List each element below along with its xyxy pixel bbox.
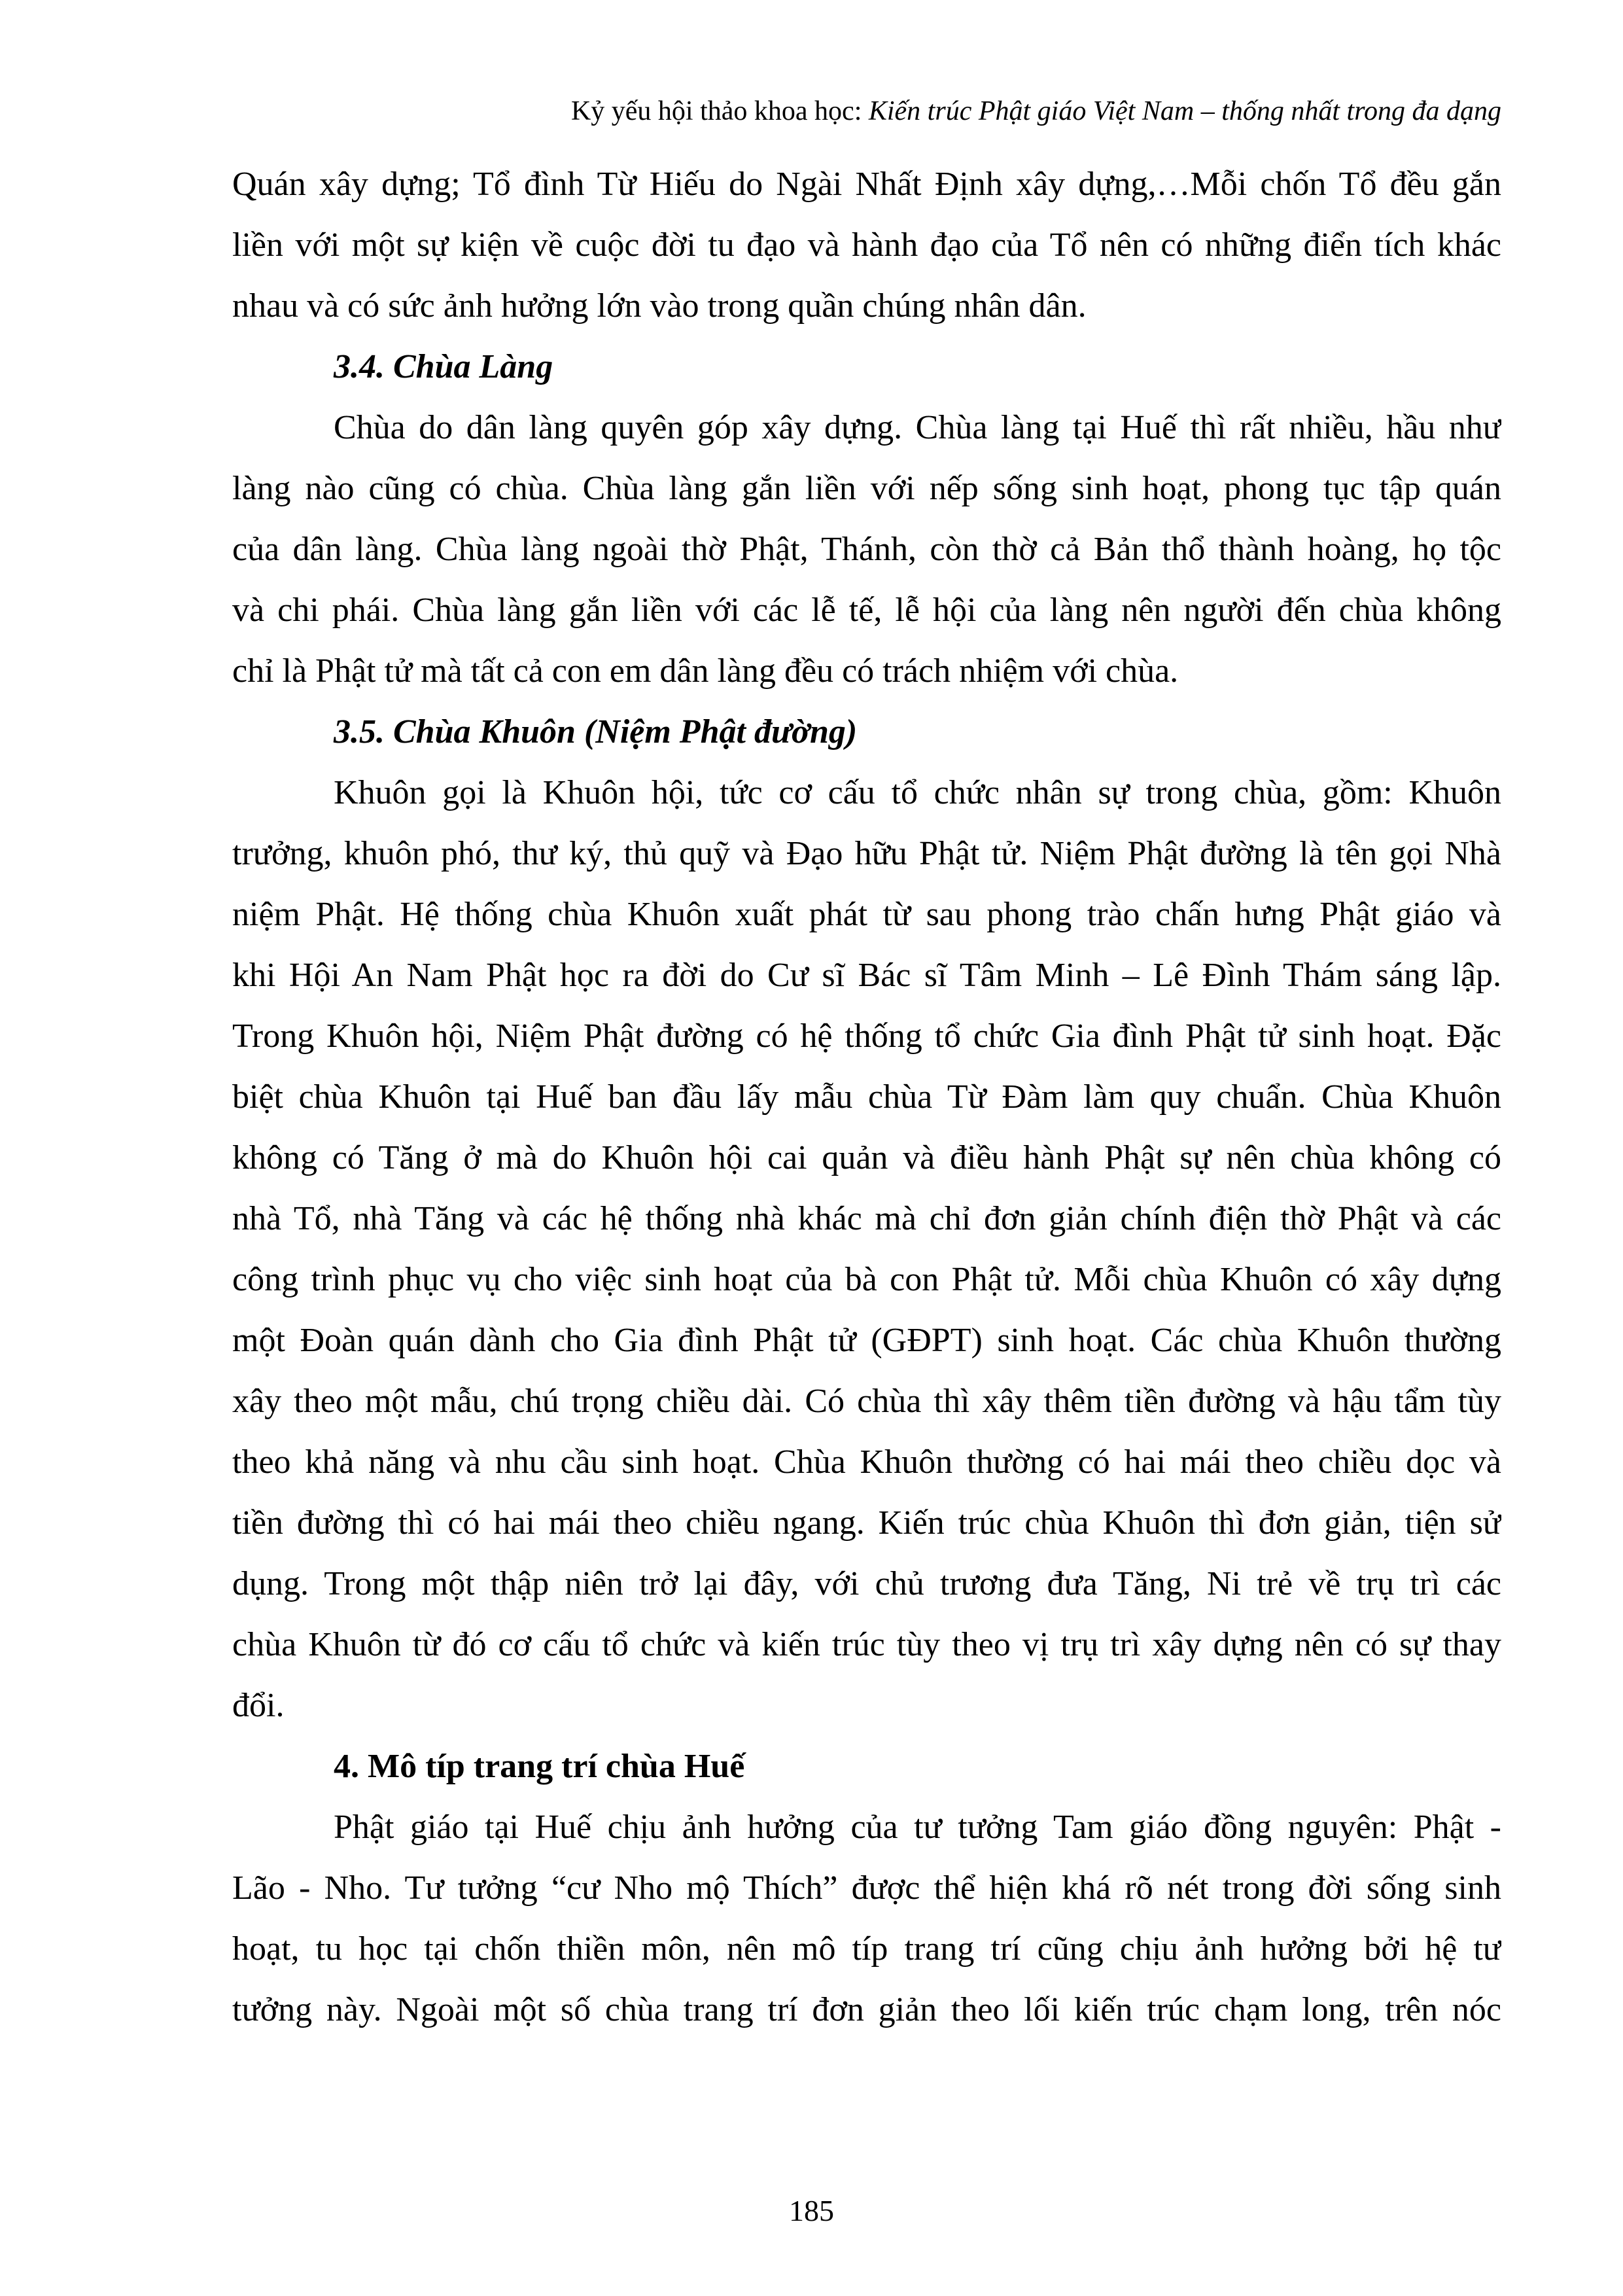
text-line: tiền đường thì có hai mái theo chiều ngang. Kiến trúc chùa Khuôn thì đơn giản, tiện sử	[232, 1504, 1501, 1542]
text-line: hoạt, tu học tại chốn thiền môn, nên mô típ trang trí cũng chịu ảnh hưởng bởi hệ tư	[232, 1930, 1501, 1968]
paragraph-last-line: nhau và có sức ảnh hưởng lớn vào trong quần chúng nhân dân.	[232, 287, 1087, 325]
running-header	[571, 93, 1501, 130]
text-line: công trình phục vụ cho việc sinh hoạt của bà con Phật tử. Mỗi chùa Khuôn có xây dựng	[232, 1261, 1501, 1298]
text-line: của dân làng. Chùa làng ngoài thờ Phật, Thánh, còn thờ cả Bản thổ thành hoàng, họ tộc	[232, 531, 1501, 568]
text-line: Quán xây dựng; Tổ đình Từ Hiếu do Ngài Nhất Định xây dựng,…Mỗi chốn Tổ đều gắn	[232, 166, 1501, 203]
text-line: xây theo một mẫu, chú trọng chiều dài. Có chùa thì xây thêm tiền đường và hậu tẩm tùy	[232, 1383, 1501, 1420]
paragraph-first-line: Khuôn gọi là Khuôn hội, tức cơ cấu tổ chức nhân sự trong chùa, gồm: Khuôn	[334, 774, 1501, 811]
body-text	[232, 162, 1501, 2049]
section-heading: 3.5. Chùa Khuôn (Niệm Phật đường)	[334, 713, 858, 751]
running-header-title: Kiến trúc Phật giáo Việt Nam – thống nhất trong đa dạng	[868, 96, 1501, 126]
text-line: và chi phái. Chùa làng gắn liền với các lễ tế, lễ hội của làng nên người đến chùa không	[232, 592, 1501, 629]
text-line: biệt chùa Khuôn tại Huế ban đầu lấy mẫu chùa Từ Đàm làm quy chuẩn. Chùa Khuôn	[232, 1078, 1501, 1116]
section-heading: 3.4. Chùa Làng	[334, 348, 553, 385]
text-line: theo khả năng và nhu cầu sinh hoạt. Chùa Khuôn thường có hai mái theo chiều dọc và	[232, 1443, 1501, 1481]
text-line: Trong Khuôn hội, Niệm Phật đường có hệ thống tổ chức Gia đình Phật tử sinh hoạt. Đặc	[232, 1017, 1501, 1055]
text-line: làng nào cũng có chùa. Chùa làng gắn liền với nếp sống sinh hoạt, phong tục tập quán	[232, 470, 1501, 507]
paragraph-last-line: đổi.	[232, 1687, 285, 1724]
section-heading: 4. Mô típ trang trí chùa Huế	[334, 1748, 745, 1785]
text-line: không có Tăng ở mà do Khuôn hội cai quản và điều hành Phật sự nên chùa không có	[232, 1139, 1501, 1176]
text-line: Lão - Nho. Tư tưởng “cư Nho mộ Thích” được thể hiện khá rõ nét trong đời sống sinh	[232, 1869, 1501, 1907]
text-line: tưởng này. Ngoài một số chùa trang trí đơn giản theo lối kiến trúc chạm long, trên nóc	[232, 1991, 1501, 2028]
text-line: khi Hội An Nam Phật học ra đời do Cư sĩ Bác sĩ Tâm Minh – Lê Đình Thám sáng lập.	[232, 957, 1501, 994]
text-line: chùa Khuôn từ đó cơ cấu tổ chức và kiến trúc tùy theo vị trụ trì xây dựng nên có sự thay	[232, 1626, 1501, 1663]
text-line: một Đoàn quán dành cho Gia đình Phật tử (GĐPT) sinh hoạt. Các chùa Khuôn thường	[232, 1322, 1501, 1359]
page-number: 185	[789, 2194, 834, 2227]
text-line: niệm Phật. Hệ thống chùa Khuôn xuất phát từ sau phong trào chấn hưng Phật giáo và	[232, 896, 1501, 933]
text-line: dụng. Trong một thập niên trở lại đây, với chủ trương đưa Tăng, Ni trẻ về trụ trì các	[232, 1565, 1501, 1602]
running-header-prefix: Kỷ yếu hội thảo khoa học:	[570, 96, 869, 126]
text-line: trưởng, khuôn phó, thư ký, thủ quỹ và Đạo hữu Phật tử. Niệm Phật đường là tên gọi Nhà	[232, 835, 1501, 872]
text-line: liền với một sự kiện về cuộc đời tu đạo và hành đạo của Tổ nên có những điển tích khác	[232, 226, 1501, 264]
paragraph-first-line: Phật giáo tại Huế chịu ảnh hưởng của tư tưởng Tam giáo đồng nguyên: Phật -	[334, 1809, 1501, 1846]
text-line: nhà Tổ, nhà Tăng và các hệ thống nhà khác mà chỉ đơn giản chính điện thờ Phật và các	[232, 1200, 1501, 1237]
paragraph-first-line: Chùa do dân làng quyên góp xây dựng. Chùa làng tại Huế thì rất nhiều, hầu như	[334, 409, 1501, 446]
paragraph-last-line: chỉ là Phật tử mà tất cả con em dân làng đều có trách nhiệm với chùa.	[232, 652, 1179, 690]
